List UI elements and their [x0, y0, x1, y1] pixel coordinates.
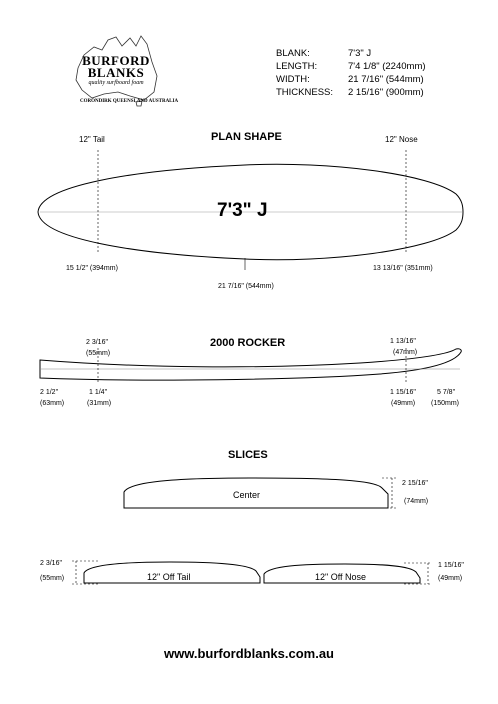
spec-value-width: 21 7/16" (544mm): [348, 74, 424, 85]
rocker-nose-12-mm: (49mm): [391, 400, 416, 407]
spec-label-blank: BLANK:: [276, 48, 310, 59]
footer-website-link[interactable]: www.burfordblanks.com.au: [164, 646, 334, 661]
tail-slice-in: 2 3/16": [40, 560, 62, 567]
plan-center-width: 21 7/16" (544mm): [218, 283, 274, 290]
logo-line1: BURFORD: [82, 53, 150, 68]
plan-tail-width: 15 1/2" (394mm): [66, 265, 118, 272]
rocker-tail-end-in: 2 1/2": [40, 389, 59, 396]
spec-label-width: WIDTH:: [276, 74, 310, 85]
plan-tail-marker: 12" Tail: [79, 135, 105, 144]
rocker-top-tail-mm: (55mm): [86, 350, 111, 357]
logo-location: CORONDIRK QUEENSLAND AUSTRALIA: [80, 99, 179, 104]
plan-title: PLAN SHAPE: [211, 131, 282, 143]
rocker-tail-12-in: 1 1/4": [89, 389, 108, 396]
plan-nose-marker: 12" Nose: [385, 135, 418, 144]
rocker-top-tail-in: 2 3/16": [86, 339, 108, 346]
tail-slice-mm: (55mm): [40, 575, 65, 582]
spec-labels: [276, 47, 333, 99]
rocker-nose-end-in: 5 7/8": [437, 389, 456, 396]
logo-tagline: quality surfboard foam: [88, 80, 144, 86]
rocker-top-nose-in: 1 13/16": [390, 338, 416, 345]
nose-slice-mm: (49mm): [438, 575, 463, 582]
spec-values: [348, 47, 426, 99]
slices-title: SLICES: [228, 449, 268, 461]
nose-slice-in: 1 15/16": [438, 562, 464, 569]
spec-label-length: LENGTH:: [276, 61, 318, 72]
rocker-tail-12-mm: (31mm): [87, 400, 112, 407]
plan-board-name: 7'3" J: [217, 200, 268, 221]
nose-slice-label: 12" Off Nose: [315, 572, 367, 582]
rocker-top-nose-mm: (47mm): [393, 349, 418, 356]
rocker-nose-end-mm: (150mm): [431, 400, 460, 407]
rocker-title: 2000 ROCKER: [210, 337, 286, 349]
logo-line2: BLANKS: [87, 65, 145, 80]
spec-value-blank: 7'3" J: [348, 48, 372, 59]
center-slice-in: 2 15/16": [402, 480, 428, 487]
center-slice-label: Center: [233, 490, 261, 500]
plan-nose-width: 13 13/16" (351mm): [373, 265, 433, 272]
spec-label-thickness: THICKNESS:: [276, 87, 334, 98]
tail-slice-label: 12" Off Tail: [147, 572, 191, 582]
center-slice-mm: (74mm): [404, 498, 429, 505]
spec-value-length: 7'4 1/8" (2240mm): [348, 61, 426, 72]
spec-value-thickness: 2 15/16" (900mm): [348, 87, 424, 98]
rocker-nose-12-in: 1 15/16": [390, 389, 416, 396]
logo: [76, 55, 156, 87]
rocker-tail-end-mm: (63mm): [40, 400, 65, 407]
